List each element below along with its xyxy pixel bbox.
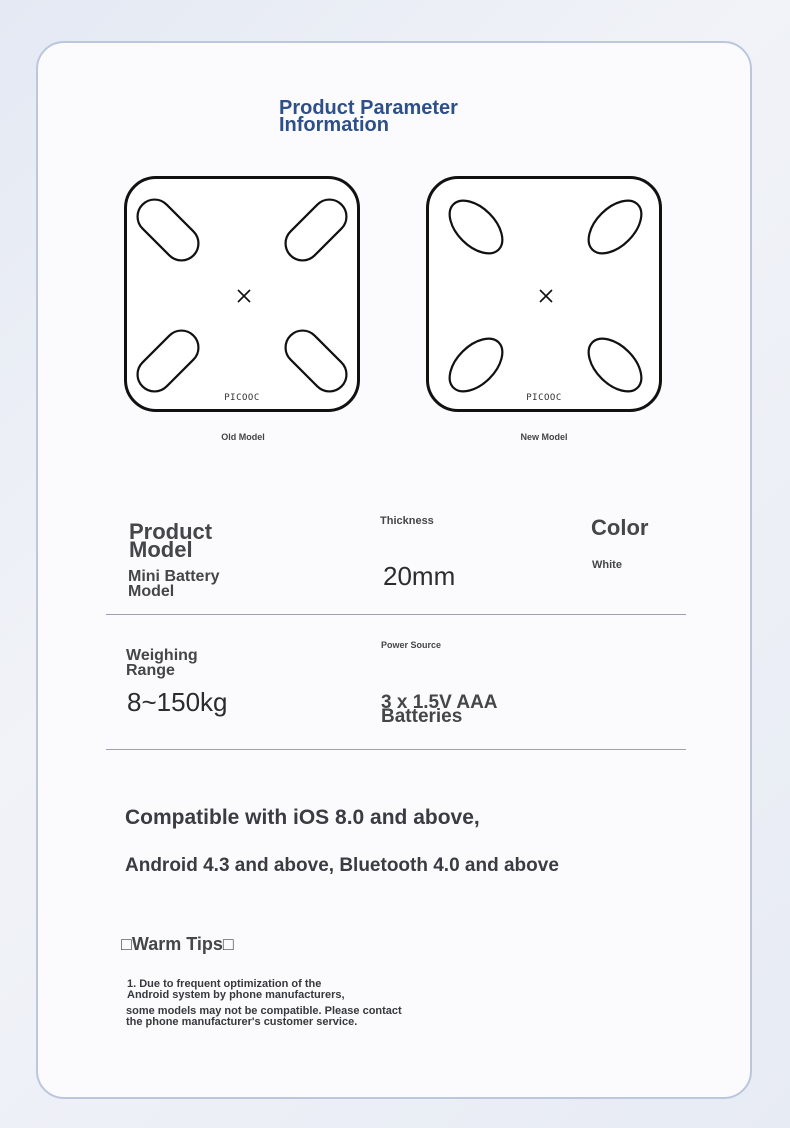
page-title: Product Parameter Information bbox=[279, 97, 458, 136]
product-model-value: Mini Battery Model bbox=[128, 568, 220, 600]
brand-logo: PICOOC bbox=[526, 393, 562, 403]
thickness-label: Thickness bbox=[380, 515, 434, 527]
brand-logo: PICOOC bbox=[224, 393, 260, 403]
divider bbox=[106, 749, 686, 750]
power-source-value: 3 x 1.5V AAA Batteries bbox=[381, 692, 498, 727]
new-model-scale-illustration bbox=[426, 176, 662, 412]
foot-pad bbox=[279, 324, 354, 399]
old-model-scale-illustration bbox=[124, 176, 360, 412]
warm-tip-text: 1. Due to frequent optimization of the Android system by phone manufacturers, bbox=[127, 978, 345, 1001]
new-model-caption: New Model bbox=[520, 432, 568, 442]
warm-tips-title: □Warm Tips□ bbox=[121, 934, 234, 954]
center-x-mark bbox=[238, 290, 250, 302]
foot-pad bbox=[579, 329, 651, 401]
power-source-label: Power Source bbox=[381, 640, 442, 650]
thickness-value: 20mm bbox=[383, 561, 456, 591]
foot-pad bbox=[131, 324, 206, 399]
weighing-range-label: Weighing Range bbox=[126, 647, 198, 679]
old-model-caption: Old Model bbox=[221, 432, 265, 442]
color-value: White bbox=[592, 559, 622, 571]
foot-pad bbox=[579, 191, 651, 263]
weighing-range-value: 8~150kg bbox=[127, 687, 228, 717]
divider bbox=[106, 614, 686, 615]
compatibility-ios: Compatible with iOS 8.0 and above, bbox=[125, 806, 480, 829]
product-model-label: Product Model bbox=[129, 519, 213, 562]
foot-pad bbox=[440, 329, 512, 401]
foot-pad bbox=[440, 191, 512, 263]
color-label: Color bbox=[591, 515, 649, 540]
compatibility-android: Android 4.3 and above, Bluetooth 4.0 and above bbox=[125, 855, 559, 876]
warm-tip-text: some models may not be compatible. Please contact the phone manufacturer's customer service. bbox=[126, 1005, 402, 1028]
foot-pad bbox=[279, 193, 354, 268]
foot-pad bbox=[131, 193, 206, 268]
center-x-mark bbox=[540, 290, 552, 302]
